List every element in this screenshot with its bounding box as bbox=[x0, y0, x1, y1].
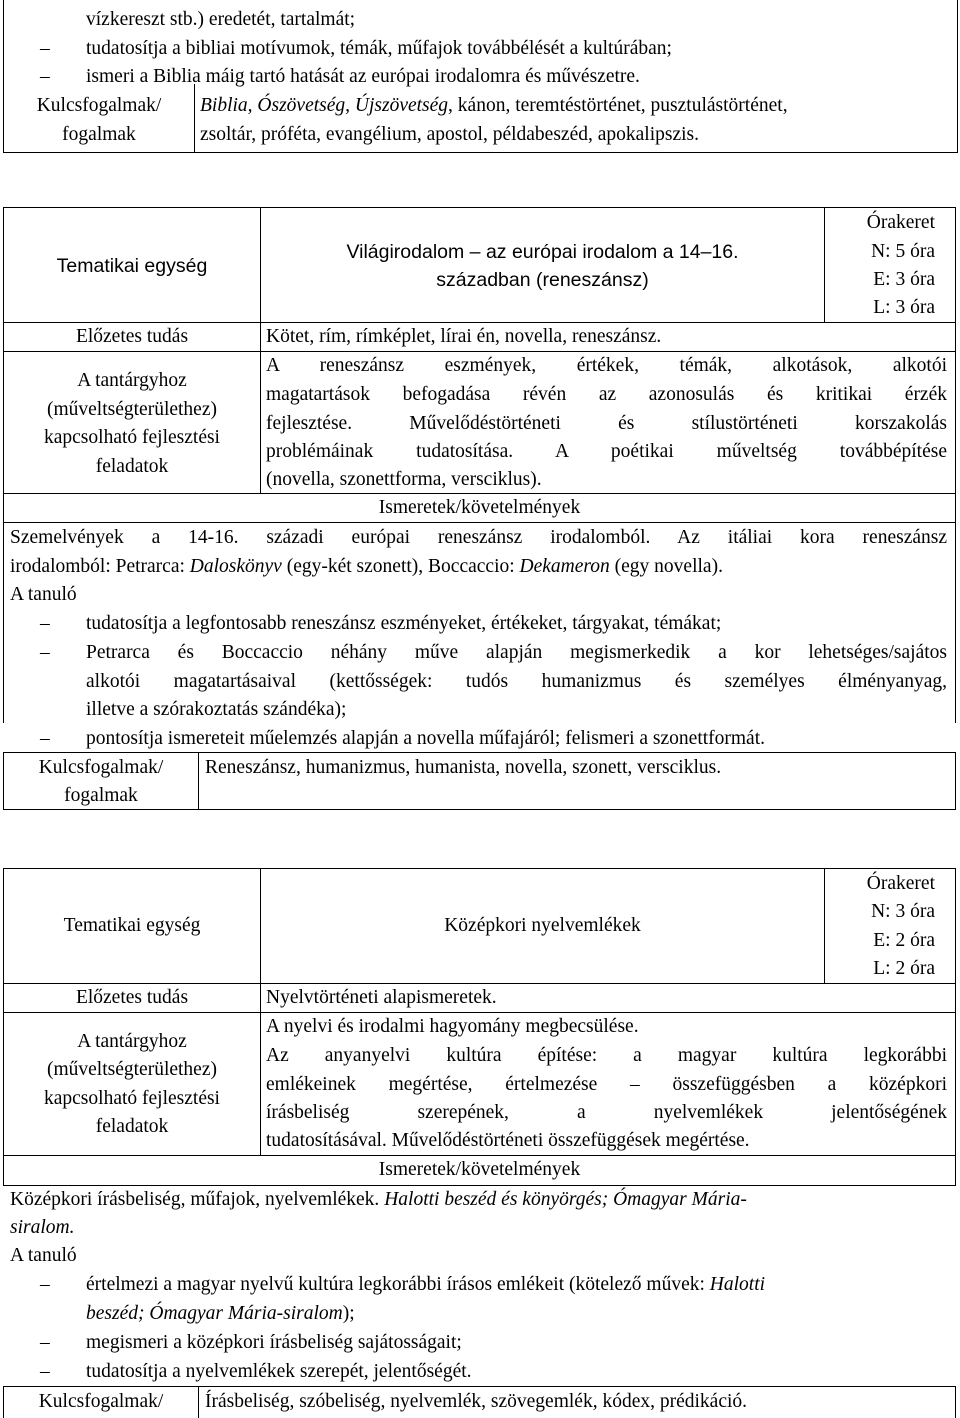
u2-body-line-1 bbox=[10, 1186, 747, 1214]
u2-body-line-2 bbox=[10, 1214, 74, 1242]
u2-bullet-text: értelmezi a magyar nyelvű kultúra legkorábbi írásos emlékeit (kötelező művek: bbox=[86, 1274, 710, 1295]
u2-ismeretek-label: Ismeretek/követelmények bbox=[378, 1159, 581, 1180]
u2-hours-2: N: 3 óra bbox=[871, 901, 935, 922]
u1-ismeretek-label: Ismeretek/követelmények bbox=[378, 497, 581, 518]
u2-elozetes-label: Előzetes tudás bbox=[75, 987, 189, 1008]
dash-icon: – bbox=[40, 642, 50, 663]
u2-kulcs-label-1: Kulcsfogalmak/ bbox=[38, 1391, 164, 1412]
u1-title-1: Világirodalom – az európai irodalom a 14–16. bbox=[346, 241, 739, 263]
dash-icon: – bbox=[40, 1274, 50, 1295]
u1-feladat-line-4: problémáinak tudatosítása. A poétikai műveltség továbbépítése bbox=[266, 441, 947, 462]
u2-bullet-italic: Halotti bbox=[709, 1274, 766, 1295]
dash-icon: – bbox=[40, 38, 50, 59]
u2-hours-3: E: 2 óra bbox=[873, 930, 935, 951]
top-line-1: vízkereszt stb.) eredetét, tartalmát; bbox=[86, 9, 356, 30]
top-bullet-1: tudatosítja a bibliai motívumok, témák, műfajok továbbélését a kultúrában; bbox=[86, 38, 672, 59]
u1-feladat-label-1: A tantárgyhoz bbox=[77, 370, 187, 391]
u2-title: Középkori nyelvemlékek bbox=[444, 915, 641, 936]
u2-border-right bbox=[955, 868, 956, 1186]
u1-body-line-1: Szemelvények a 14-16. századi európai reneszánsz irodalomból. Az itáliai kora reneszánsz bbox=[10, 527, 947, 548]
u1-kulcs-label-1: Kulcsfogalmak/ bbox=[38, 757, 164, 778]
u2-bullet-3: tudatosítja a nyelvemlékek szerepét, jelentőségét. bbox=[86, 1361, 472, 1382]
u2-feladat-line-2: Az anyanyelvi kultúra építése: a magyar kultúra legkorábbi bbox=[266, 1045, 947, 1066]
dash-icon: – bbox=[40, 1332, 50, 1353]
u1-elozetes-label: Előzetes tudás bbox=[75, 326, 189, 347]
u2-feladat-label-4: feladatok bbox=[95, 1116, 169, 1137]
u1-daloskonyv: Daloskönyv bbox=[189, 556, 282, 577]
u1-feladat-line-5: (novella, szonettforma, versciklus). bbox=[266, 469, 542, 490]
u1-feladat-line-2: magatartások befogadása révén az azonosulás és kritikai érzék bbox=[266, 384, 947, 405]
u1-feladat-label-3: kapcsolható fejlesztési bbox=[44, 427, 220, 448]
u1-border-row4 bbox=[3, 522, 956, 523]
top-kulcs-label-2: fogalmak bbox=[62, 124, 136, 145]
u2-hours-4: L: 2 óra bbox=[873, 958, 935, 979]
dash-icon: – bbox=[40, 66, 50, 87]
top-kulcs-divider bbox=[194, 84, 195, 152]
u1-bullet-1: tudatosítja a legfontosabb reneszánsz eszményeket, értékeket, tárgyakat, témákat; bbox=[86, 613, 722, 634]
u2-bullet-2: megismeri a középkori írásbeliség sajátosságait; bbox=[86, 1332, 462, 1353]
u1-kulcs-text: Reneszánsz, humanizmus, humanista, novella, szonett, versciklus. bbox=[205, 757, 722, 778]
u1-kulcs-label-2: fogalmak bbox=[64, 785, 138, 806]
top-kulcs-label-1: Kulcsfogalmak/ bbox=[36, 95, 162, 116]
u2-bullet-text: ); bbox=[342, 1303, 355, 1324]
u1-hours-1: Órakeret bbox=[866, 212, 935, 233]
u2-bullet-1-line-2 bbox=[86, 1300, 355, 1328]
u2-feladat-line-5: tudatosításával. Művelődéstörténeti összefüggések megértése. bbox=[266, 1130, 750, 1151]
top-kulcs-line-2: zsoltár, próféta, evangélium, apostol, példabeszéd, apokalipszis. bbox=[200, 124, 700, 145]
u2-kulcs-text: Írásbeliség, szóbeliség, nyelvemlék, szövegemlék, kódex, prédikáció. bbox=[205, 1391, 748, 1412]
u2-feladat-label-3: kapcsolható fejlesztési bbox=[44, 1088, 220, 1109]
u1-border-right bbox=[955, 207, 956, 723]
u2-bullet-italic: beszéd; Ómagyar Mária-siralom bbox=[86, 1303, 343, 1324]
u1-body-text: (egy-két szonett), Boccaccio: bbox=[281, 556, 520, 577]
u1-feladat-label-4: feladatok bbox=[95, 456, 169, 477]
u2-elozetes-text: Nyelvtörténeti alapismeretek. bbox=[266, 987, 497, 1008]
u2-border-right-2 bbox=[955, 1386, 956, 1418]
u1-a-tanulo: A tanuló bbox=[10, 584, 77, 605]
u2-feladat-line-3: emlékeinek megértése, értelmezése – összefüggésben a középkori bbox=[266, 1074, 947, 1095]
u2-body-italic-2: siralom. bbox=[10, 1217, 75, 1238]
u1-hours-4: L: 3 óra bbox=[873, 297, 935, 318]
u2-border-top bbox=[3, 868, 956, 869]
u1-hours-2: N: 5 óra bbox=[871, 241, 935, 262]
u1-tematikai-label: Tematikai egység bbox=[56, 255, 208, 277]
u1-elozetes-text: Kötet, rím, rímképlet, lírai én, novella, reneszánsz. bbox=[266, 326, 662, 347]
u1-border-top bbox=[3, 207, 956, 208]
u2-bullet-1-line-1 bbox=[86, 1271, 765, 1299]
u1-hours-3: E: 3 óra bbox=[873, 269, 935, 290]
u1-body-text: irodalomból: Petrarca: bbox=[10, 556, 190, 577]
top-kulcs-line-1 bbox=[200, 92, 788, 120]
dash-icon: – bbox=[40, 728, 50, 749]
u2-body-text: Középkori írásbeliség, műfajok, nyelvemlékek. bbox=[10, 1189, 385, 1210]
u2-kulcs-divider bbox=[198, 1386, 199, 1418]
u2-hours-1: Órakeret bbox=[866, 873, 935, 894]
u1-feladat-line-3: fejlesztése. Művelődéstörténeti és stílustörténeti korszakolás bbox=[266, 413, 947, 434]
u2-feladat-line-1: A nyelvi és irodalmi hagyomány megbecsülése. bbox=[266, 1016, 639, 1037]
u2-feladat-label-1: A tantárgyhoz bbox=[77, 1031, 187, 1052]
u1-body-line-2 bbox=[10, 553, 723, 581]
u2-feladat-label-2: (műveltségterülethez) bbox=[46, 1059, 217, 1080]
u1-bullet-3: pontosítja ismereteit műelemzés alapján a novella műfajáról; felismeri a szonettformát. bbox=[86, 728, 766, 749]
u1-kulcs-divider bbox=[198, 752, 199, 810]
u2-a-tanulo: A tanuló bbox=[10, 1245, 77, 1266]
u1-border-right-2 bbox=[955, 752, 956, 810]
top-kulcs-rest: , kánon, teremtéstörténet, pusztulástörténet, bbox=[448, 95, 788, 116]
u1-bullet-2-line-2: alkotói magatartásaival (kettősségek: tudós humanizmus és személyes élményanyag, bbox=[86, 671, 947, 692]
u2-border-row5 bbox=[3, 1386, 956, 1387]
u1-bullet-2-line-3: illetve a szórakoztatás szándéka); bbox=[86, 699, 347, 720]
u1-feladat-line-1: A reneszánsz eszmények, értékek, témák, alkotások, alkotói bbox=[266, 355, 947, 376]
u1-feladat-label-2: (műveltségterülethez) bbox=[46, 399, 217, 420]
top-bullet-2: ismeri a Biblia máig tartó hatását az európai irodalomra és művészetre. bbox=[86, 66, 640, 87]
top-kulcs-italic: Biblia, Ószövetség, Újszövetség bbox=[200, 95, 449, 116]
u1-body-text: (egy novella). bbox=[609, 556, 723, 577]
dash-icon: – bbox=[40, 613, 50, 634]
u2-tematikai-label: Tematikai egység bbox=[63, 915, 201, 936]
u1-dekameron: Dekameron bbox=[519, 556, 610, 577]
u2-body-italic: Halotti beszéd és könyörgés; Ómagyar Mária- bbox=[384, 1189, 747, 1210]
u1-bullet-2-line-1: Petrarca és Boccaccio néhány műve alapján megismerkedik a kor lehetséges/sajátos bbox=[86, 642, 947, 663]
u1-title-2: században (reneszánsz) bbox=[436, 269, 649, 291]
u2-feladat-line-4: írásbeliség szerepének, a nyelvemlékek jelentőségének bbox=[266, 1102, 947, 1123]
dash-icon: – bbox=[40, 1361, 50, 1382]
